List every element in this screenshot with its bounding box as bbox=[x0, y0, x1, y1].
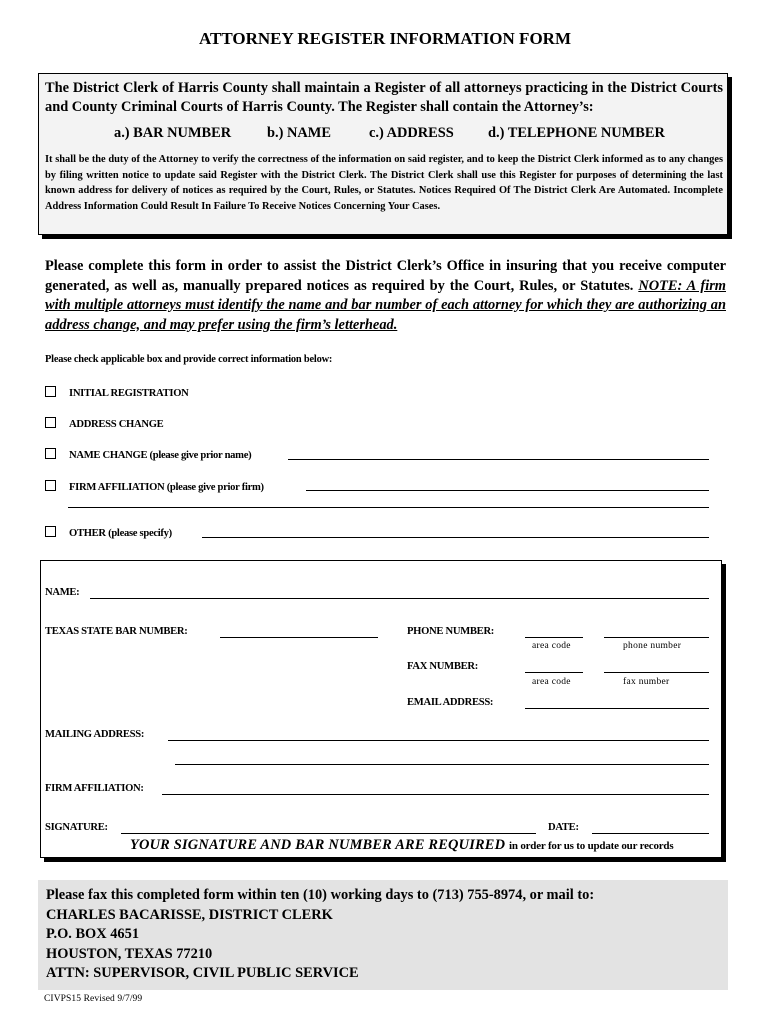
other-label: OTHER (please specify) bbox=[69, 528, 172, 539]
fax-area-code-caption: area code bbox=[532, 677, 571, 687]
name-field[interactable] bbox=[90, 598, 709, 599]
fax-area-code-field[interactable] bbox=[525, 672, 583, 673]
name-change-label: NAME CHANGE (please give prior name) bbox=[69, 450, 252, 461]
mailing-address-field[interactable] bbox=[168, 740, 709, 741]
form-title: ATTORNEY REGISTER INFORMATION FORM bbox=[199, 29, 571, 48]
phone-area-code-caption: area code bbox=[532, 641, 571, 651]
fax-number-caption: fax number bbox=[623, 677, 670, 687]
option-other bbox=[45, 526, 172, 539]
clerk-name-line: CHARLES BACARISSE, DISTRICT CLERK bbox=[46, 906, 333, 923]
phone-number-field[interactable] bbox=[604, 637, 709, 638]
register-item-telephone: d.) TELEPHONE NUMBER bbox=[488, 125, 665, 141]
option-firm-affiliation bbox=[45, 480, 264, 493]
prior-firm-field[interactable] bbox=[306, 490, 709, 491]
form-revision-footer: CIVPS15 Revised 9/7/99 bbox=[44, 994, 143, 1004]
fax-mail-box bbox=[38, 880, 728, 990]
instructions-text: Please complete this form in order to assist the District Clerk’s Office in insuring that you receive computer generated, as well as, manually prepared notices as required by the Court, Rules, or Statutes. bbox=[45, 258, 726, 294]
phone-area-code-field[interactable] bbox=[525, 637, 583, 638]
bar-number-label: TEXAS STATE BAR NUMBER: bbox=[45, 626, 188, 637]
email-address-field[interactable] bbox=[525, 708, 709, 709]
date-label: DATE: bbox=[548, 822, 579, 833]
po-box-line: P.O. BOX 4651 bbox=[46, 926, 140, 943]
address-change-label: ADDRESS CHANGE bbox=[69, 419, 164, 430]
register-item-bar-number: a.) BAR NUMBER bbox=[114, 125, 232, 141]
fax-mail-instructions bbox=[46, 886, 594, 984]
signature-required-notice bbox=[130, 837, 673, 854]
instructions-paragraph bbox=[45, 257, 726, 335]
attorney-duty-text: It shall be the duty of the Attorney to verify the correctness of the information on said register, and to keep the District Clerk informed as to any changes by filing written notice to update said Register with the District Clerk. The District Clerk shall use this Register for purposes of determining the last known address for delivery of notices as required by the Court, Rules, or Statutes. Notices Required Of The District Clerk Are Automated. Incomplete Address Information Could Result In Failure To Receive Notices Concerning Your Cases. bbox=[45, 154, 723, 212]
name-change-checkbox[interactable] bbox=[45, 448, 56, 459]
firm-note: NOTE: A firm with multiple attorneys must identify the name and bar number of each attorney for which they are authorizing an address change, and may prefer using the firm’s letterhead. bbox=[45, 277, 726, 333]
signature-required-text: YOUR SIGNATURE AND BAR NUMBER ARE REQUIRED bbox=[130, 837, 506, 853]
firm-affiliation-label: FIRM AFFILIATION (please give prior firm) bbox=[69, 482, 264, 493]
attn-line: ATTN: SUPERVISOR, CIVIL PUBLIC SERVICE bbox=[46, 965, 359, 982]
prior-name-field[interactable] bbox=[288, 459, 709, 460]
check-instructions: Please check applicable box and provide correct information below: bbox=[45, 354, 333, 365]
other-checkbox[interactable] bbox=[45, 526, 56, 537]
fax-line: Please fax this completed form within ten (10) working days to (713) 755-8974, or mail to: bbox=[46, 887, 595, 903]
bar-number-field[interactable] bbox=[220, 637, 378, 638]
signature-required-tail: in order for us to update our records bbox=[509, 840, 674, 852]
initial-registration-checkbox[interactable] bbox=[45, 386, 56, 397]
register-item-name: b.) NAME bbox=[267, 125, 331, 141]
register-intro-text: The District Clerk of Harris County shall maintain a Register of all attorneys practicing in the District Courts and County Criminal Courts of Harris County. The Register shall contain the Attorney’s: bbox=[45, 80, 723, 115]
mailing-address-label: MAILING ADDRESS: bbox=[45, 729, 145, 740]
phone-number-caption: phone number bbox=[623, 641, 682, 651]
firm-affiliation-field-label: FIRM AFFILIATION: bbox=[45, 783, 144, 794]
address-change-checkbox[interactable] bbox=[45, 417, 56, 428]
mailing-address-field-line-2[interactable] bbox=[175, 764, 709, 765]
signature-field[interactable] bbox=[121, 833, 536, 834]
firm-affiliation-checkbox[interactable] bbox=[45, 480, 56, 491]
option-address-change bbox=[45, 417, 163, 430]
fax-number-field[interactable] bbox=[604, 672, 709, 673]
other-specify-field[interactable] bbox=[202, 537, 709, 538]
prior-firm-field-line-2[interactable] bbox=[68, 507, 709, 508]
email-address-label: EMAIL ADDRESS: bbox=[407, 697, 494, 708]
firm-affiliation-field[interactable] bbox=[162, 794, 709, 795]
attorney-info-box bbox=[40, 560, 722, 858]
register-info-box bbox=[38, 73, 728, 235]
city-line: HOUSTON, TEXAS 77210 bbox=[46, 945, 213, 962]
phone-number-label: PHONE NUMBER: bbox=[407, 626, 495, 637]
name-label: NAME: bbox=[45, 587, 80, 598]
option-initial-registration bbox=[45, 386, 189, 399]
initial-registration-label: INITIAL REGISTRATION bbox=[69, 388, 189, 399]
option-name-change bbox=[45, 448, 251, 461]
date-field[interactable] bbox=[592, 833, 709, 834]
signature-label: SIGNATURE: bbox=[45, 822, 108, 833]
fax-number-label: FAX NUMBER: bbox=[407, 661, 478, 672]
register-item-address: c.) ADDRESS bbox=[369, 125, 454, 141]
